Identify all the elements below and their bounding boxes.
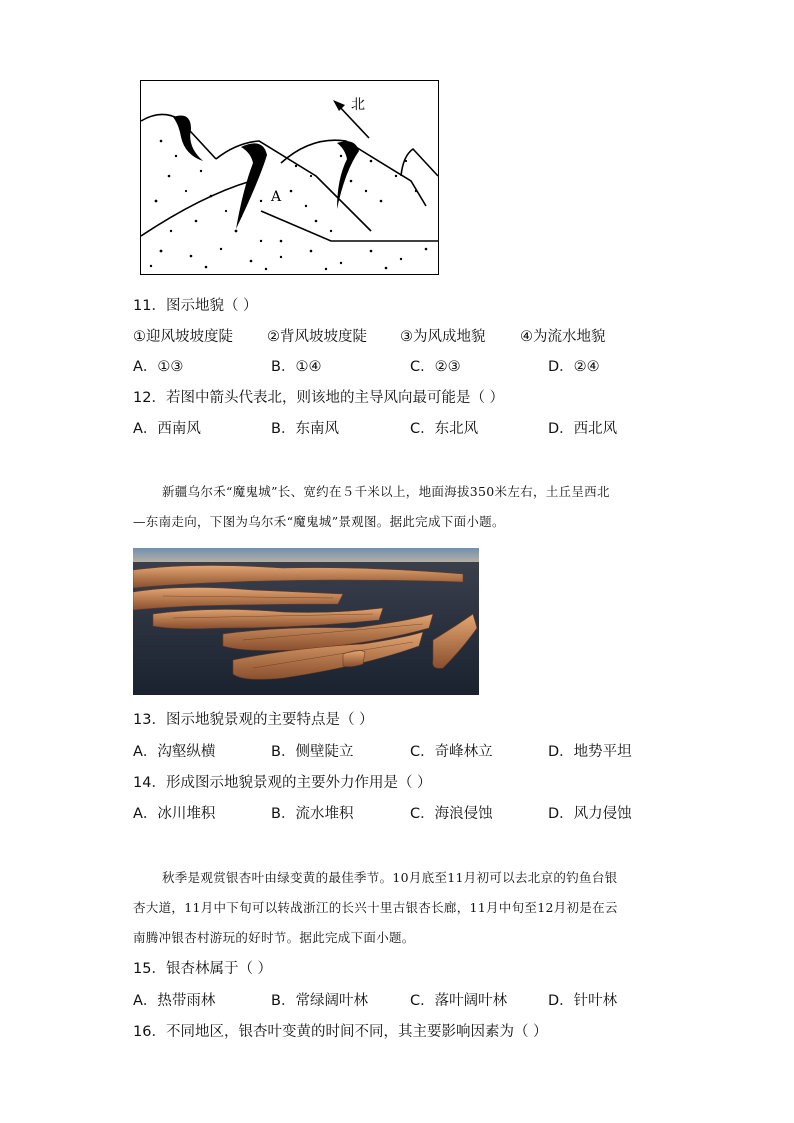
passage2-line1: 秋季是观赏银杏叶由绿变黄的最佳季节。10月底至11月初可以去北京的钓鱼台银 bbox=[162, 870, 618, 885]
passage1-line1: 新疆乌尔禾“魔鬼城”长、宽约在５千米以上，地面海拔350米左右，土丘呈西北 bbox=[162, 484, 610, 499]
q11-statement-2: ②背风坡坡度陡 bbox=[267, 329, 367, 345]
q13-stem: 13．图示地貌景观的主要特点是（ ） bbox=[133, 712, 374, 728]
q14-option-c[interactable]: C．海浪侵蚀 bbox=[410, 806, 493, 822]
q13-option-a[interactable]: A．沟壑纵横 bbox=[133, 744, 216, 760]
q14-stem: 14．形成图示地貌景观的主要外力作用是（ ） bbox=[133, 775, 432, 791]
q12-option-a[interactable]: A．西南风 bbox=[133, 421, 201, 437]
q12-option-b[interactable]: B．东南风 bbox=[271, 421, 339, 437]
dune-sketch bbox=[141, 81, 438, 274]
q14-option-a[interactable]: A．冰川堆积 bbox=[133, 806, 216, 822]
q11-option-d[interactable]: D．②④ bbox=[548, 359, 600, 375]
q11-option-c[interactable]: C．②③ bbox=[410, 359, 461, 375]
slip-faces bbox=[173, 116, 359, 230]
q14-option-d[interactable]: D．风力侵蚀 bbox=[548, 806, 632, 822]
passage1-line2: —东南走向，下图为乌尔禾“魔鬼城”景观图。据此完成下面小题。 bbox=[133, 514, 505, 529]
q14-option-b[interactable]: B．流水堆积 bbox=[271, 806, 354, 822]
q15-option-a[interactable]: A．热带雨林 bbox=[133, 993, 216, 1009]
north-label: 北 bbox=[351, 97, 365, 113]
q15-option-b[interactable]: B．常绿阔叶林 bbox=[271, 993, 368, 1009]
q11-stem: 11．图示地貌（ ） bbox=[133, 298, 258, 314]
q11-option-b[interactable]: B．①④ bbox=[271, 359, 322, 375]
passage2-line2: 杏大道，11月中下旬可以转战浙江的长兴十里古银杏长廊，11月中旬至12月初是在云 bbox=[133, 900, 618, 915]
q15-option-d[interactable]: D．针叶林 bbox=[548, 993, 618, 1009]
q13-option-b[interactable]: B．侧壁陡立 bbox=[271, 744, 354, 760]
q15-stem: 15．银杏林属于（ ） bbox=[133, 961, 273, 977]
q16-stem: 16．不同地区，银杏叶变黄的时间不同，其主要影响因素为（ ） bbox=[133, 1024, 548, 1040]
q12-option-c[interactable]: C．东北风 bbox=[410, 421, 479, 437]
q11-statement-1: ①迎风坡坡度陡 bbox=[133, 329, 233, 345]
yardang-photo bbox=[133, 548, 479, 695]
q11-statement-4: ④为流水地貌 bbox=[520, 329, 606, 345]
landscape-illustration bbox=[133, 548, 479, 695]
q13-option-c[interactable]: C．奇峰林立 bbox=[410, 744, 493, 760]
q11-statement-3: ③为风成地貌 bbox=[400, 329, 486, 345]
q13-option-d[interactable]: D．地势平坦 bbox=[548, 744, 632, 760]
q15-option-c[interactable]: C．落叶阔叶林 bbox=[410, 993, 508, 1009]
q12-stem: 12．若图中箭头代表北，则该地的主导风向最可能是（ ） bbox=[133, 390, 505, 406]
point-a-label: A bbox=[271, 189, 282, 205]
q12-option-d[interactable]: D．西北风 bbox=[548, 421, 618, 437]
q11-option-a[interactable]: A．①③ bbox=[133, 359, 184, 375]
dune-diagram bbox=[140, 80, 439, 275]
passage2-line3: 南腾冲银杏村游玩的好时节。据此完成下面小题。 bbox=[133, 930, 415, 945]
